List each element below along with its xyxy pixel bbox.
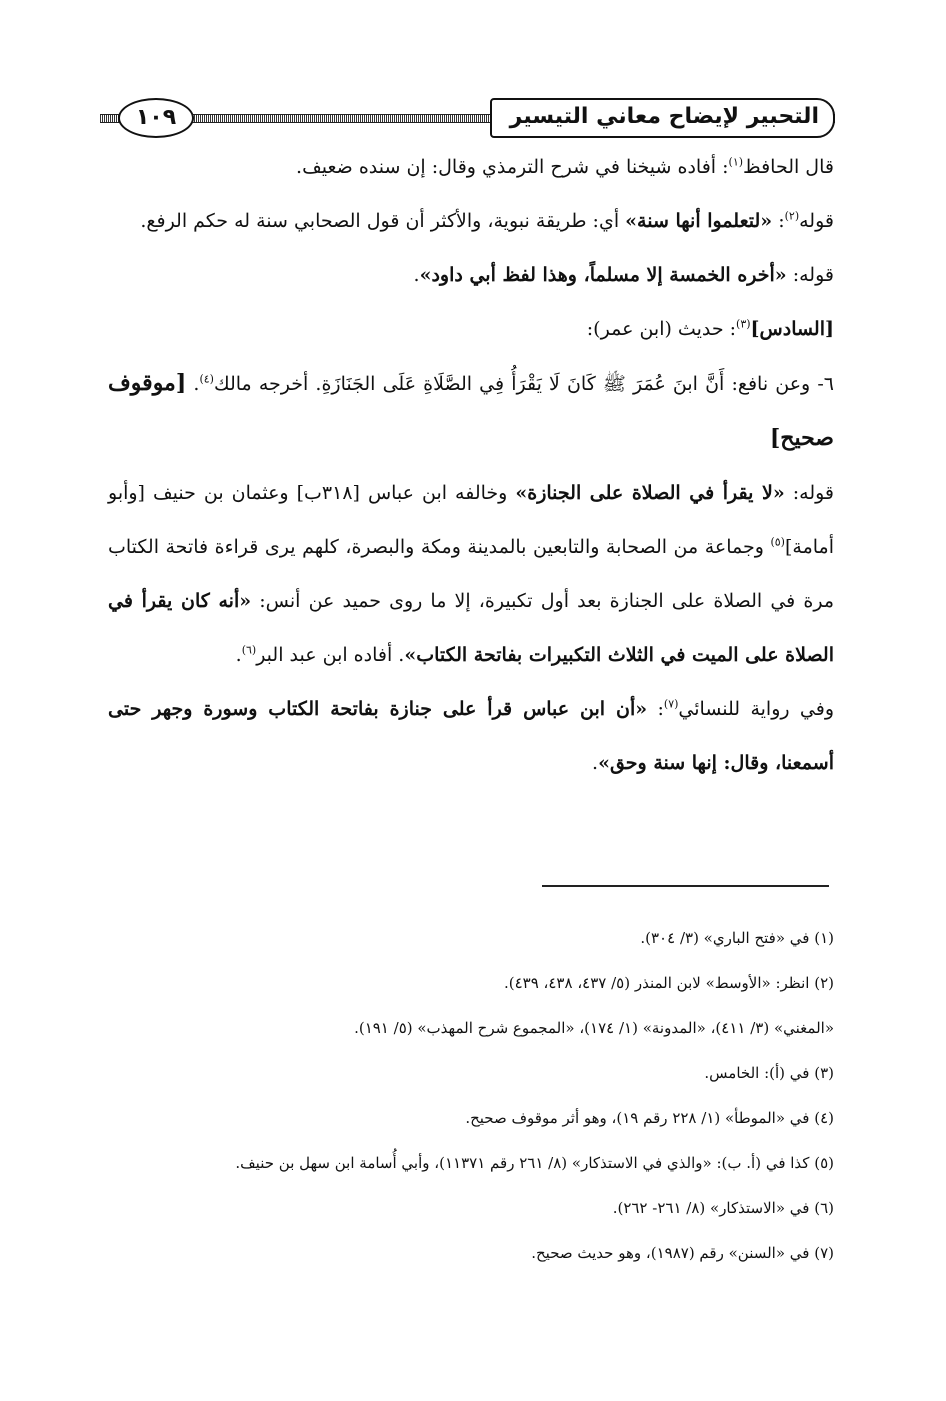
quoted-phrase: «لتعلموا أنها سنة» (625, 210, 773, 232)
main-text (108, 140, 834, 790)
footnote: (١) في «فتح الباري» (٣/ ٣٠٤). (640, 929, 834, 947)
grading-label: [موقوف صحيح] (108, 370, 834, 451)
paragraph-3: قوله: «أخره الخمسة إلا مسلماً، وهذا لفظ أبي داود». (413, 264, 834, 286)
footnote-separator (542, 885, 829, 887)
book-title: التحبير لإيضاح معاني التيسير (490, 98, 835, 138)
running-header (100, 96, 835, 138)
footnote: (٥) كذا في (أ. ب): «والذي في الاستذكار» (٨/ ٢٦١ رقم ١١٣٧١)، وأبي أُسامة ابن سهل بن حنيف. (235, 1154, 834, 1172)
footnote: (٣) في (أ): الخامس. (704, 1064, 834, 1082)
page-number: ١٠٩ (118, 98, 194, 138)
footnote: (٦) في «الاستذكار» (٨/ ٢٦١- ٢٦٢). (612, 1199, 834, 1217)
footnote-ref: (٢) (784, 209, 800, 223)
footnote-ref: (١) (728, 155, 744, 169)
footnote-ref: (٤) (199, 372, 214, 386)
footnote-ref: (٣) (736, 317, 751, 331)
footnotes (108, 916, 834, 1276)
paragraph-2: قوله$^{(٢)}$: «لتعلموا أنها سنة» أي: طريقة نبوية، والأكثر أن قول الصحابي سنة له حكم الرفع. (140, 209, 834, 232)
quoted-phrase: «أخره الخمسة إلا مسلماً، وهذا لفظ أبي داود» (419, 264, 787, 286)
footnote: (٤) في «الموطأ» (١/ ٢٢٨ رقم ١٩)، وهو أثر موقوف صحيح. (465, 1109, 834, 1127)
section-heading: [السادس]$^{(٣)}$: حديث (ابن عمر): (586, 317, 834, 340)
hadith-paragraph: ٦- وعن نافع: أَنَّ ابنَ عُمَرَ ﷺ كَانَ لَا يَقْرَأُ فِي الصَّلَاةِ عَلَى الجَنَازَةِ. أخرجه مالك$^{(٤)}$. [موقوف صحيح] (108, 370, 834, 451)
quoted-phrase: «أن ابن عباس قرأ على جنازة بفاتحة الكتاب وسورة وجهر حتى أسمعنا، وقال: إنها سنة وحق» (108, 698, 834, 774)
footnote: (٢) انظر: «الأوسط» لابن المنذر (٥/ ٤٣٧، ٤٣٨، ٤٣٩). (503, 974, 834, 992)
paragraph-7: وفي رواية للنسائي$^{(٧)}$: «أن ابن عباس قرأ على جنازة بفاتحة الكتاب وسورة وجهر حتى أسمعنا، وقال: إنها سنة وحق». (108, 697, 834, 774)
paragraph-1: قال الحافظ$^{(١)}$: أفاده شيخنا في شرح الترمذي وقال: إن سنده ضعيف. (296, 155, 834, 178)
footnote-ref: (٦) (241, 643, 257, 657)
quoted-phrase: «أنه كان يقرأ في الصلاة على الميت في الثلاث التكبيرات بفاتحة الكتاب» (108, 590, 834, 666)
paragraph-6: قوله: «لا يقرأ في الصلاة على الجنازة» وخالفه ابن عباس [٣١٨ب] وعثمان بن حنيف [وأبو أمامة]$^{(٥)}$ وجماعة من الصحابة والتابعين بالمدينة ومكة والبصرة، كلهم يرى قراءة فاتحة الكتاب مرة في الصلاة على الجنازة بعد أول تكبيرة، إلا ما روى حميد عن أنس: «أنه كان يقرأ في الصلاة على الميت في الثلاث التكبيرات بفاتحة الكتاب». أفاده ابن عبد البر$^{(٦)}$. (108, 482, 835, 666)
footnote: (٧) في «السنن» رقم (١٩٨٧)، وهو حديث صحيح. (531, 1244, 834, 1262)
footnote-ref: (٥) (770, 535, 785, 549)
footnote: «المغني» (٣/ ٤١١)، «المدونة» (١/ ١٧٤)، «المجموع شرح المهذب» (٥/ ١٩١). (354, 1019, 834, 1037)
quoted-phrase: «لا يقرأ في الصلاة على الجنازة» (515, 482, 785, 504)
footnote-ref: (٧) (663, 697, 679, 711)
